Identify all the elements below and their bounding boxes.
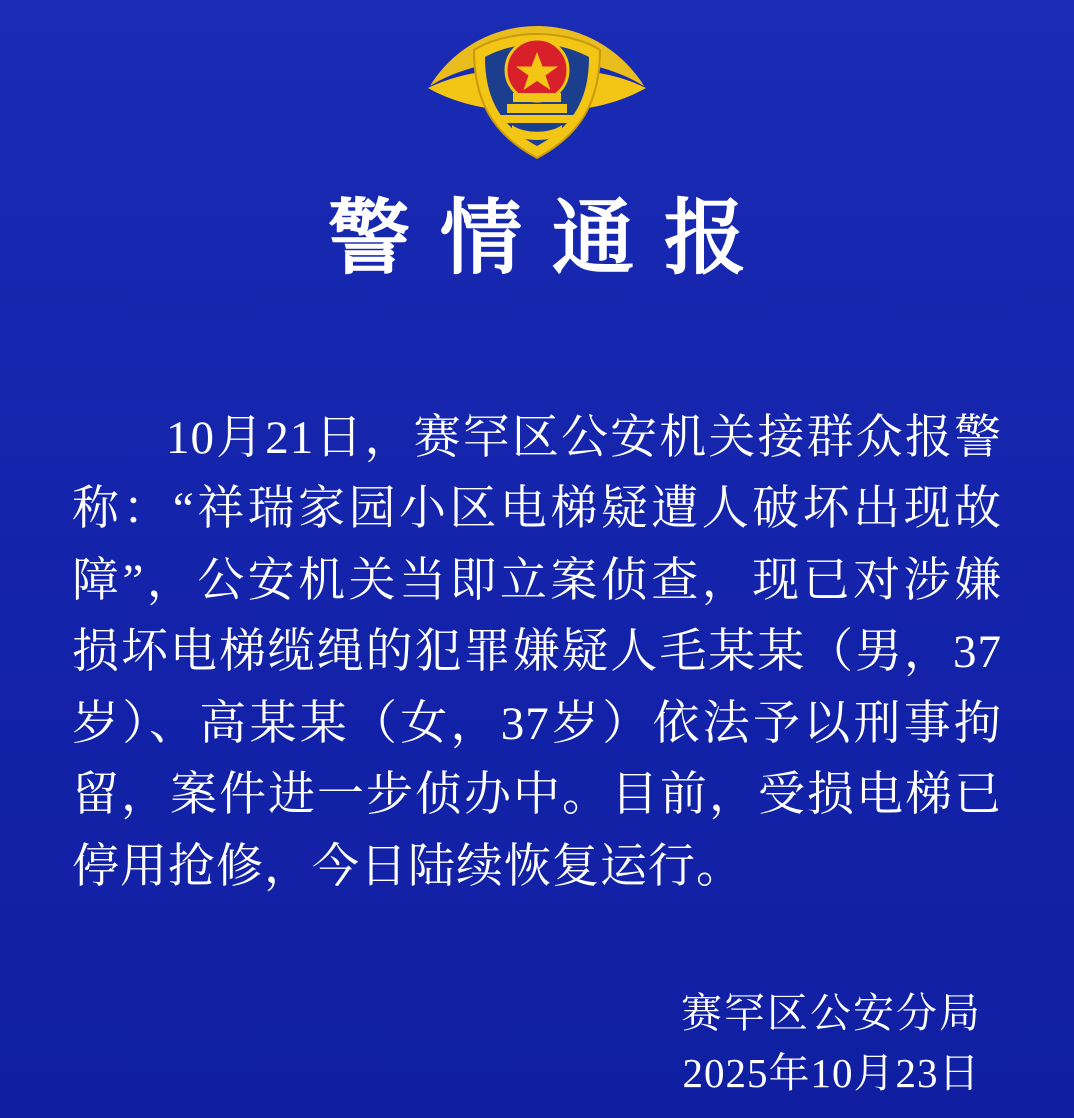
page-title: 警情通报	[327, 193, 776, 284]
issuing-authority: 赛罕区公安分局	[681, 989, 982, 1036]
signature-block	[681, 986, 982, 1100]
issue-date: 2025年10月23日	[682, 1049, 981, 1096]
notice-body: 10月21日，赛罕区公安机关接群众报警称：“祥瑞家园小区电梯疑遭人破坏出现故障”，公安机关当即立案侦查，现已对涉嫌损坏电梯缆绳的犯罪嫌疑人毛某某（男，37岁）、高某某（女，37岁）依法予以刑事拘留，案件进一步侦办中。目前，受损电梯已停用抢修，今日陆续恢复运行。	[72, 412, 1002, 893]
china-police-badge-icon	[407, 4, 667, 172]
